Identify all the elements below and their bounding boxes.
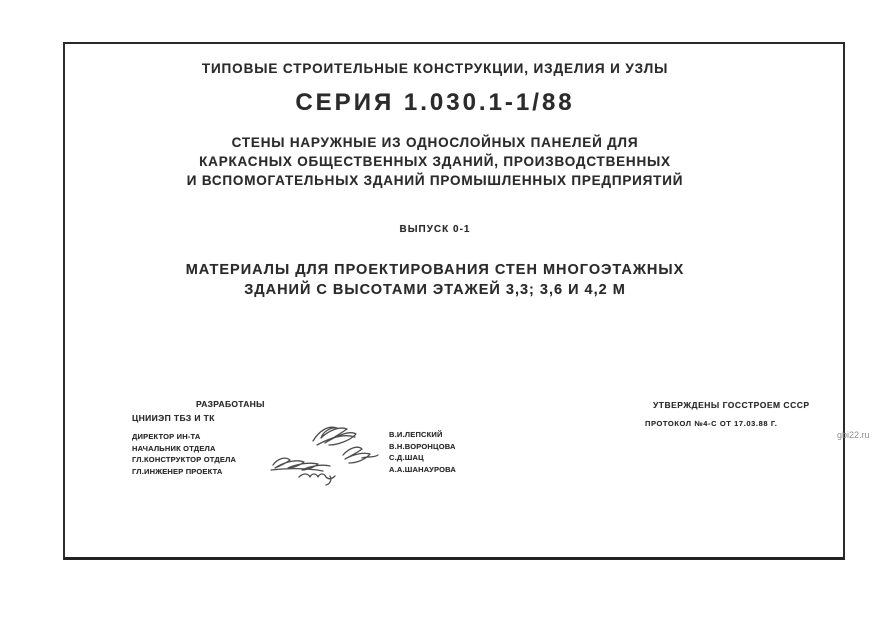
subtitle-line: И ВСПОМОГАТЕЛЬНЫХ ЗДАНИЙ ПРОМЫШЛЕННЫХ ПРЕДПРИЯТИЙ: [186, 173, 684, 188]
materials-title: [63, 260, 807, 300]
document-header-line: ТИПОВЫЕ СТРОИТЕЛЬНЫЕ КОНСТРУКЦИИ, ИЗДЕЛИЯ И УЗЛЫ: [201, 61, 669, 76]
role-item: ДИРЕКТОР ИН-ТА: [132, 432, 201, 441]
watermark: gbi22.ru: [837, 430, 870, 440]
signatory-names-list: [389, 429, 456, 475]
series-title: СЕРИЯ 1.030.1-1/88: [295, 89, 575, 116]
developed-label: РАЗРАБОТАНЫ: [196, 399, 265, 409]
handwritten-signatures: [265, 418, 405, 488]
signatory-item: С.Д.ШАЦ: [389, 453, 424, 462]
role-item: НАЧАЛЬНИК ОТДЕЛА: [132, 443, 216, 453]
signatory-item: В.И.ЛЕПСКИЙ: [389, 430, 443, 439]
signature-squiggle: [343, 447, 378, 463]
role-item: ГЛ.КОНСТРУКТОР ОТДЕЛА: [132, 455, 237, 464]
protocol-line: ПРОТОКОЛ №4-С ОТ 17.03.88 Г.: [645, 419, 778, 428]
signature-squiggle: [271, 469, 323, 471]
document-subtitle: [63, 133, 807, 190]
developed-org: ЦНИИЭП ТБЗ И ТК: [132, 413, 215, 423]
signature-squiggle: [299, 474, 335, 485]
signatory-item: В.Н.ВОРОНЦОВА: [389, 441, 456, 451]
signatory-roles-list: [132, 431, 236, 477]
signatory-item: А.А.ШАНАУРОВА: [389, 464, 456, 474]
subtitle-line: КАРКАСНЫХ ОБЩЕСТВЕННЫХ ЗДАНИЙ, ПРОИЗВОДСТВЕННЫХ: [199, 154, 671, 169]
approved-by-line: УТВЕРЖДЕНЫ ГОССТРОЕМ СССР: [653, 400, 810, 410]
materials-line: МАТЕРИАЛЫ ДЛЯ ПРОЕКТИРОВАНИЯ СТЕН МНОГОЭТАЖНЫХ: [185, 262, 685, 278]
role-item: ГЛ.ИНЖЕНЕР ПРОЕКТА: [132, 466, 223, 476]
page-border: [63, 42, 845, 560]
subtitle-line: СТЕНЫ НАРУЖНЫЕ ИЗ ОДНОСЛОЙНЫХ ПАНЕЛЕЙ ДЛЯ: [231, 135, 639, 150]
materials-line: ЗДАНИЙ С ВЫСОТАМИ ЭТАЖЕЙ 3,3; 3,6 И 4,2 М: [244, 282, 626, 298]
issue-label: ВЫПУСК 0-1: [399, 224, 471, 235]
